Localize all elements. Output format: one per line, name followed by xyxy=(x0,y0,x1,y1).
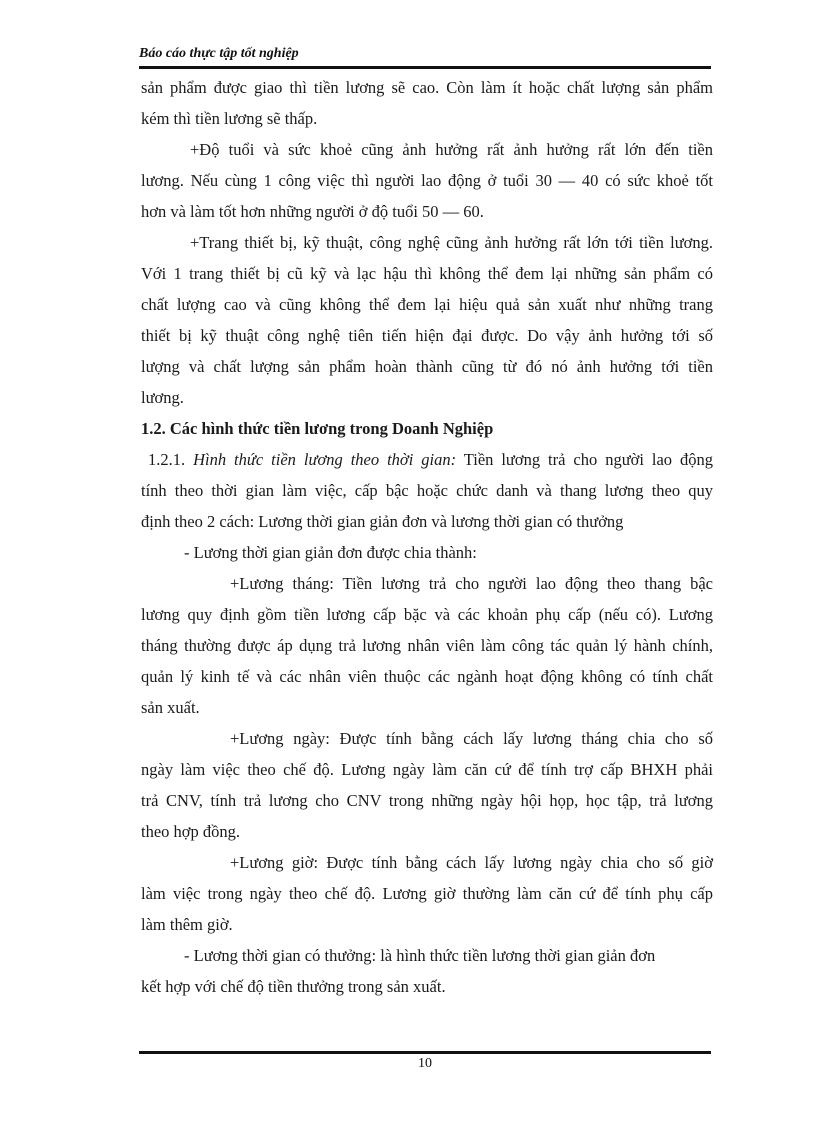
text-line: +Lương tháng: Tiền lương trả cho người lao động theo thang bậc xyxy=(230,574,713,593)
paragraph xyxy=(141,568,713,723)
page-number: 10 xyxy=(418,1056,432,1071)
text-line: sản phẩm được giao thì tiền lương sẽ cao. Còn làm ít hoặc chất lượng sản phẩm xyxy=(141,78,713,97)
text-line: - Lương thời gian có thưởng: là hình thức tiền lương thời gian giản đơn xyxy=(184,946,656,965)
text-line: lương. xyxy=(141,388,184,407)
text-line: +Độ tuổi và sức khoẻ cũng ảnh hưởng rất ảnh hưởng rất lớn đến tiền xyxy=(190,140,713,159)
paragraph xyxy=(141,940,713,1002)
section-heading-text: 1.2. Các hình thức tiền lương trong Doanh Nghiệp xyxy=(141,419,494,438)
paragraph xyxy=(141,847,713,940)
paragraph xyxy=(141,444,713,537)
text-line: làm thêm giờ. xyxy=(141,915,233,934)
text-line: ngày làm việc theo chế độ. Lương ngày làm căn cứ để tính trợ cấp BHXH phải xyxy=(141,760,713,779)
text-line: chất lượng cao và cũng không thể đem lại hiệu quả sản xuất như những trang xyxy=(141,295,713,314)
text-line: kết hợp với chế độ tiền thưởng trong sản xuất. xyxy=(141,977,446,996)
section-heading xyxy=(141,413,713,444)
text-line: quản lý kinh tế và các nhân viên thuộc các ngành hoạt động không có tính chất xyxy=(141,667,713,686)
text-line: - Lương thời gian giản đơn được chia thành: xyxy=(184,543,477,562)
page-body xyxy=(141,72,713,1002)
text-line: +Lương giờ: Được tính bằng cách lấy lương ngày chia cho số giờ xyxy=(230,853,713,872)
paragraph xyxy=(141,537,713,568)
footer-rule xyxy=(139,1051,711,1054)
text-line: sản xuất. xyxy=(141,698,200,717)
text-line: thiết bị kỹ thuật công nghệ tiên tiến hiện đại được. Do vậy ảnh hưởng tới số xyxy=(141,326,713,345)
text-line: theo hợp đồng. xyxy=(141,822,241,841)
text-line: tháng thường được áp dụng trả lương nhân viên làm công tác quản lý hành chính, xyxy=(141,636,713,655)
text-line: hơn và làm tốt hơn những người ở độ tuổi 50 — 60. xyxy=(141,202,484,221)
paragraph xyxy=(141,227,713,413)
text-line: lượng và chất lượng sản phẩm hoàn thành cũng từ đó nó ảnh hưởng tới tiền xyxy=(141,357,713,376)
paragraph xyxy=(141,72,713,134)
text-line: tính theo thời gian làm việc, cấp bậc hoặc chức danh và thang lương theo quy xyxy=(141,481,713,500)
text-line: kém thì tiền lương sẽ thấp. xyxy=(141,109,318,128)
text-line xyxy=(141,444,713,475)
subsection-number: 1.2.1. xyxy=(148,450,194,469)
text-line: lương quy định gồm tiền lương cấp bặc và các khoản phụ cấp (nếu có). Lương xyxy=(141,605,713,624)
header-rule xyxy=(139,66,711,69)
text-line: lương. Nếu cùng 1 công việc thì người lao động ở tuổi 30 — 40 có sức khoẻ tốt xyxy=(141,171,713,190)
paragraph xyxy=(141,134,713,227)
text-run: Tiền lương trả cho người lao động xyxy=(456,450,714,469)
text-line: trả CNV, tính trả lương cho CNV trong những ngày hội họp, học tập, trả lương xyxy=(141,791,713,810)
text-line: +Trang thiết bị, kỹ thuật, công nghệ cũng ảnh hưởng rất lớn tới tiền lương. xyxy=(190,233,713,252)
text-line: Với 1 trang thiết bị cũ kỹ và lạc hậu thì không thể đem lại những sản phẩm có xyxy=(141,264,713,283)
paragraph xyxy=(141,723,713,847)
running-header: Báo cáo thực tập tốt nghiệp xyxy=(139,46,299,61)
text-line: định theo 2 cách: Lương thời gian giản đơn và lương thời gian có thưởng xyxy=(141,512,624,531)
text-line: làm việc trong ngày theo chế độ. Lương giờ thường làm căn cứ để tính phụ cấp xyxy=(141,884,713,903)
text-line: +Lương ngày: Được tính bằng cách lấy lương tháng chia cho số xyxy=(230,729,713,748)
subsection-title: Hình thức tiền lương theo thời gian: xyxy=(193,450,457,469)
